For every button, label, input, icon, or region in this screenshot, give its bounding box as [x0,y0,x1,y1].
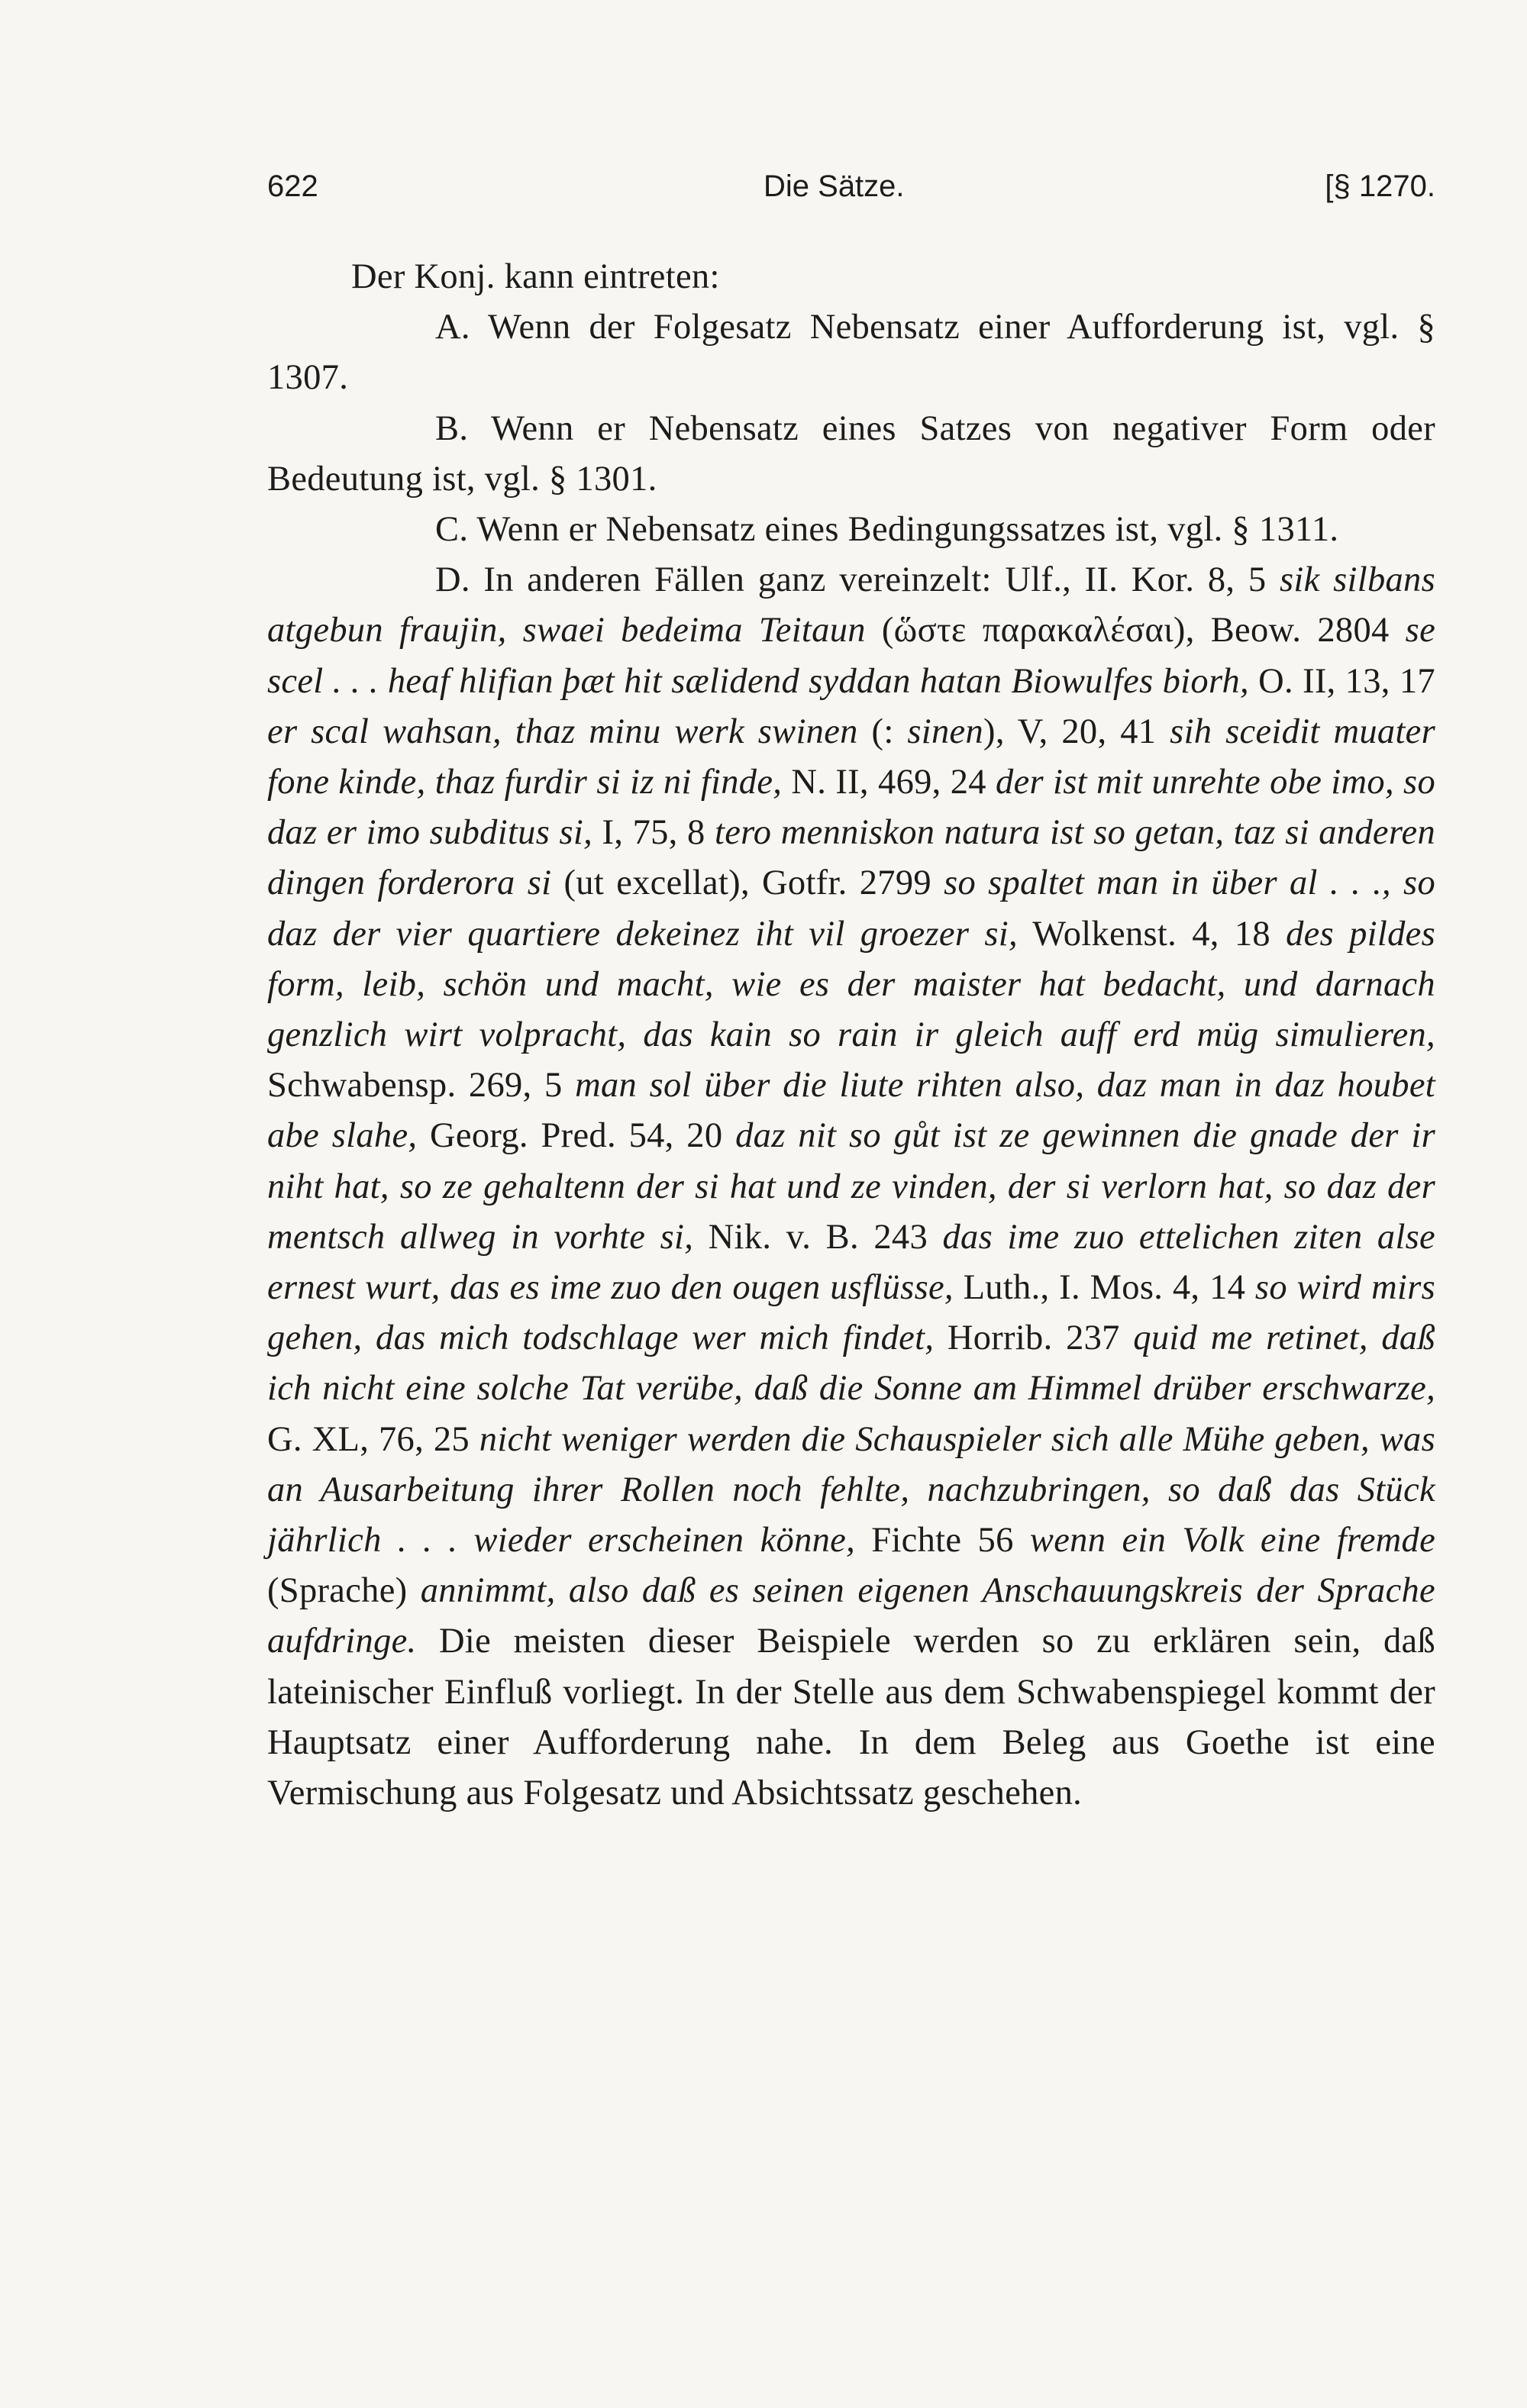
example-quote: se scel . . . heaf hlifian þæt hit sælidend syddan hatan Biowulfes biorh, [267,611,1436,701]
example-quote: daz nit so gůt ist ze gewinnen die gnade der ir niht hat, so ze gehaltenn der si hat und ze vinden, der si verlorn hat, so daz der mentsch allweg in vorhte si, [267,1116,1435,1257]
running-title: Die Sätze. [764,169,905,203]
example-quote: tero menniskon natura ist so getan, taz si anderen dingen forderora si [267,813,1435,903]
citation: Schwabensp. 269, 5 [267,1066,576,1106]
citation: O. II, 13, 17 [1248,661,1435,701]
citation: (ut excellat), Gotfr. 2799 [551,863,944,903]
example-quote: man sol über die liute rihten also, daz man in daz houbet abe slahe, [267,1066,1435,1156]
example-quote: sinen [907,712,984,751]
citation: Wolkenst. 4, 18 [1017,914,1286,954]
example-quote: der ist mit unrehte obe imo, so daz er imo subditus si, [267,763,1435,853]
citation: N. II, 469, 24 [782,763,996,802]
item-a: A. Wenn der Folgesatz Nebensatz einer Aufforderung ist, vgl. § 1307. [267,308,1435,398]
citation: Luth., I. Mos. 4, 14 [953,1268,1255,1308]
body-text [267,252,1435,1819]
citation: Nik. v. B. 243 [693,1217,943,1257]
item-c: C. Wenn er Nebensatz eines Bedingungssatzes ist, vgl. § 1311. [435,510,1339,550]
citation: D. In anderen Fällen ganz vereinzelt: Ulf., II. Kor. 8, 5 [435,560,1280,600]
citation: (ὥστε παρακαλέσαι), Beow. 2804 [865,611,1406,650]
section-reference: [§ 1270. [1325,169,1435,203]
citation: Georg. Pred. 54, 20 [417,1116,736,1156]
citation: G. XL, 76, 25 [267,1419,479,1459]
citation: Horrib. 237 [934,1319,1134,1358]
item-b: B. Wenn er Nebensatz eines Satzes von negativer Form oder Bedeutung ist, vgl. § 1301. [267,408,1435,499]
example-quote: des pildes form, leib, schön und macht, wie es der maister hat bedacht, und darnach genzlich wirt volpracht, das kain so rain ir gleich auff erd müg simulieren, [267,914,1436,1055]
page-header [267,169,1435,215]
example-quote: sih sceidit muater fone kinde, thaz furdir si iz ni finde, [267,712,1436,802]
page-number: 622 [267,169,318,203]
example-quote: so wird mirs gehen, das mich todschlage wer mich findet, [267,1268,1435,1358]
example-quote: nicht weniger werden die Schauspieler sich alle Mühe geben, was an Ausarbeitung ihrer Rollen noch fehlte, nachzubringen, so daß das Stück jährlich . . . wieder erscheinen könne, [267,1419,1436,1561]
example-quote: annimmt, also daß es seinen eigenen Anschauungskreis der Sprache aufdringe. [267,1571,1435,1661]
citation: I, 75, 8 [592,813,715,853]
example-quote: quid me retinet, daß ich nicht eine solche Tat verübe, daß die Sonne am Himmel drüber erschwarze, [267,1319,1436,1409]
citation: (: [857,712,908,751]
example-quote: er scal wahsan, thaz minu werk swinen [267,712,858,751]
item-d [267,555,1435,1819]
citation: ), V, 20, 41 [983,712,1170,751]
example-quote: das ime zuo ettelichen ziten alse ernest wurt, das es ime zuo den ougen usflüsse, [267,1217,1435,1308]
example-quote: sik silbans atgebun fraujin, swaei bedeima Teitaun [267,560,1436,650]
commentary: Die meisten dieser Beispiele werden so zu erklären sein, daß lateinischer Einfluß vorliegt. In der Stelle aus dem Schwabenspiegel kommt der Hauptsatz einer Aufforderung nahe. In dem Beleg aus Goethe ist eine Vermischung aus Folgesatz und Absichtssatz geschehen. [267,1622,1435,1813]
intro-line: Der Konj. kann eintreten: [351,257,720,296]
citation: (Sprache) [267,1571,421,1611]
example-quote: so spaltet man in über al . . ., so daz der vier quartiere dekeinez iht vil groezer si, [267,863,1435,954]
citation: Fichte 56 [855,1521,1030,1561]
example-quote: wenn ein Volk eine fremde [1029,1521,1436,1561]
